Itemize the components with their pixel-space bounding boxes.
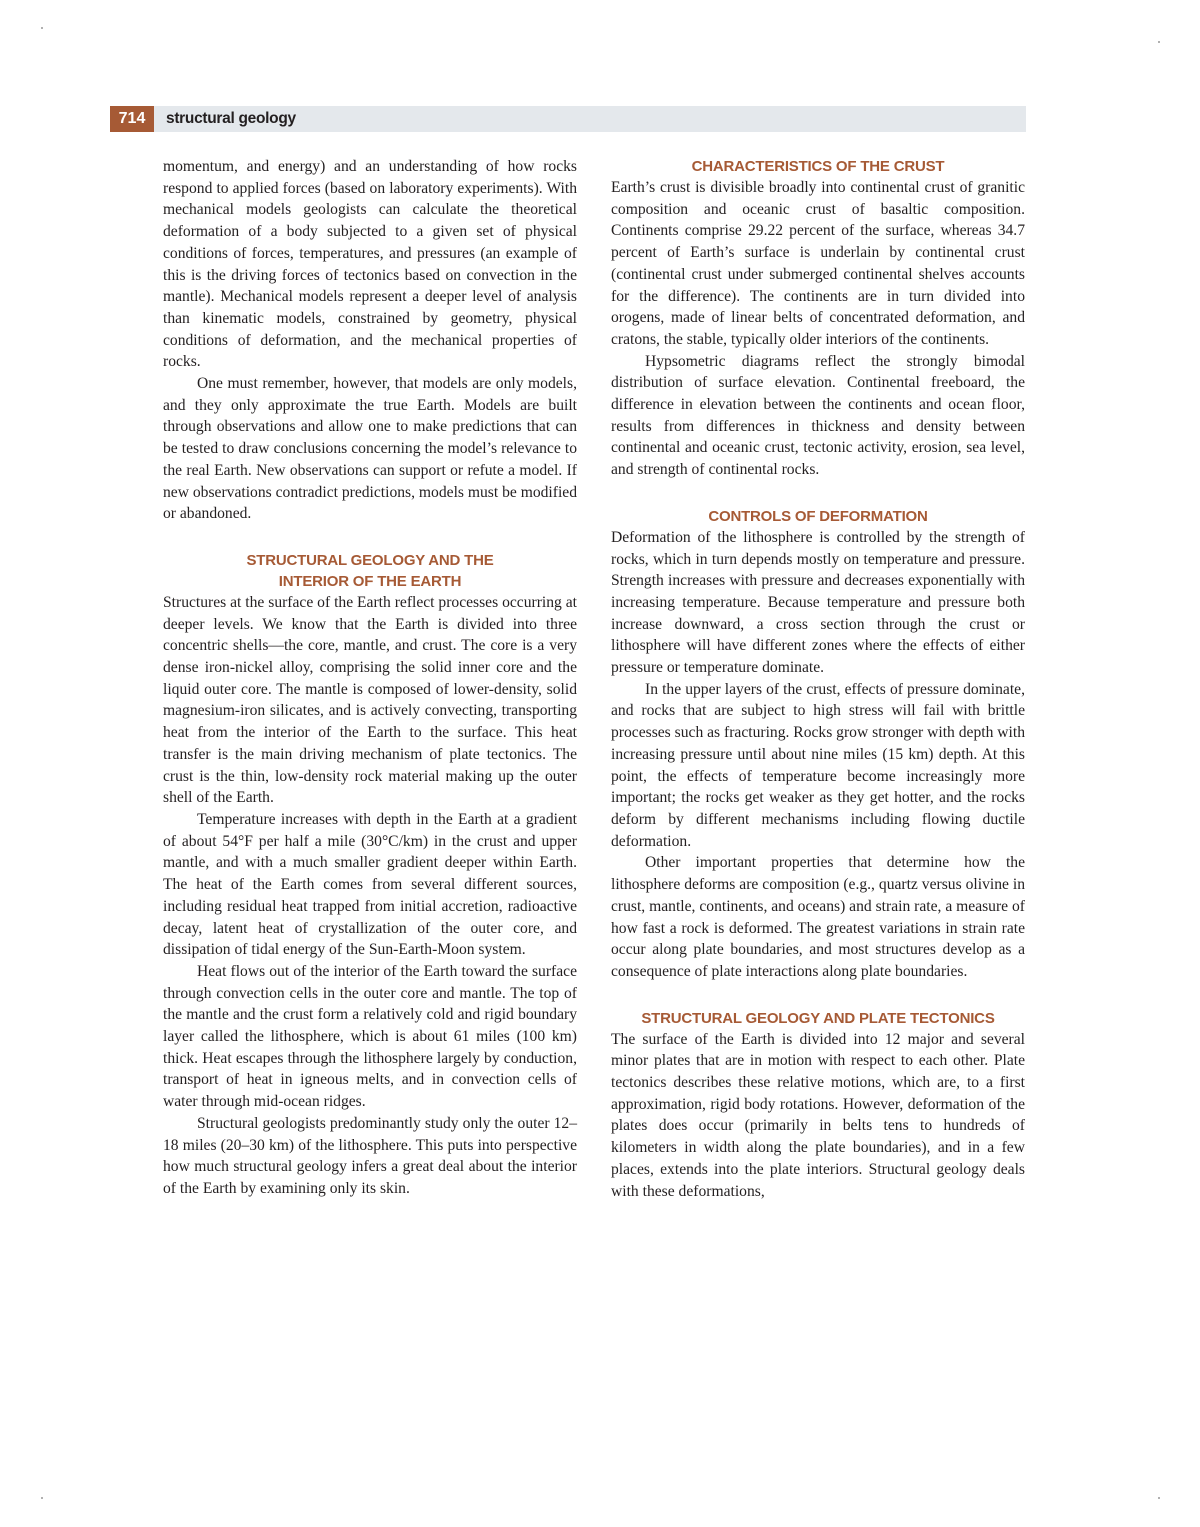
paragraph: The surface of the Earth is divided into 12 major and several minor plates that are in motion with respect to each other. Plate tectonics describes these relative motions, which are, to a first approximation, rigid body rotations. However, deformation of the plates does occur (primarily in belts tens to hundreds of kilometers in width along the plate boundaries), and in a few places, extends into the plate interiors. Structural geology deals with these deformations, (611, 1030, 1025, 1200)
paragraph: momentum, and energy) and an understanding of how rocks respond to applied forces (based on laboratory experiments). With mechanical models geologists can calculate the theoretical deformation of a body subjected to a given set of physical conditions of forces, temperatures, and pressures (an example of this is the driving forces of tectonics based on convection in the mantle). Mechanical models represent a deeper level of analysis than kinematic models, constrained by geometry, physical conditions of deformation, and the mechanical properties of rocks. (163, 158, 577, 371)
crop-mark-top-left (41, 27, 43, 29)
running-head-title: structural geology (166, 110, 296, 127)
crop-mark-top-right (1158, 41, 1160, 43)
paragraph: Temperature increases with depth in the Earth at a gradient of about 54°F per half a mile (30°C/km) in the crust and upper mantle, and with a much smaller gradient deeper within Earth. The heat of the Earth comes from several different sources, including residual heat trapped from initial accretion, radioactive decay, latent heat of crystallization of the outer core, and dissipation of tidal energy of the Sun-Earth-Moon system. (163, 810, 577, 959)
running-header (110, 106, 1026, 132)
section-heading: CONTROLS OF DEFORMATION (708, 507, 928, 525)
section-heading-line: STRUCTURAL GEOLOGY AND THE (246, 551, 494, 569)
section-heading: CHARACTERISTICS OF THE CRUST (691, 158, 945, 175)
page-number: 714 (110, 106, 154, 132)
crop-mark-bottom-right (1158, 1497, 1160, 1499)
right-column (611, 156, 1025, 1202)
section-heading (163, 550, 577, 592)
left-column (163, 156, 577, 1200)
paragraph: Hypsometric diagrams reflect the strongly bimodal distribution of surface elevation. Continental freeboard, the difference in elevation between the continents and ocean floor, results from differences in thickness and density between continental and oceanic crust, tectonic activity, erosion, sea level, and strength of continental rocks. (611, 352, 1025, 479)
section-heading-line: INTERIOR OF THE EARTH (278, 572, 462, 590)
crop-mark-bottom-left (41, 1497, 43, 1499)
paragraph: One must remember, however, that models are only models, and they only approximate the true Earth. Models are built through observations and allow one to make predictions that can be tested to draw conclusions concerning the model’s relevance to the real Earth. New observations can support or refute a model. If new observations contradict predictions, models must be modified or abandoned. (163, 375, 578, 523)
paragraph: Other important properties that determine how the lithosphere deforms are composition (e.g., quartz versus olivine in crust, mantle, continents, and oceans) and strain rate, a measure of how fast a rock is deformed. The greatest variations in strain rate occur along plate boundaries, and most structures develop as a consequence of plate interactions along plate boundaries. (611, 854, 1025, 980)
paragraph: Structural geologists predominantly study only the outer 12–18 miles (20–30 km) of the lithosphere. This puts into perspective how much structural geology infers a great deal about the interior of the Earth by examining only its skin. (163, 1114, 577, 1197)
paragraph: Deformation of the lithosphere is controlled by the strength of rocks, which in turn depends mostly on temperature and pressure. Strength increases with pressure and decreases exponentially with increasing temperature. Because temperature and pressure both increase downward, a cross section through the crust or lithosphere will have different zones where the effects of either pressure or temperature dominate. (611, 528, 1025, 677)
paragraph: In the upper layers of the crust, effects of pressure dominate, and rocks that are subject to high stress will fail with brittle processes such as fracturing. Rocks grow stronger with depth with increasing pressure until about nine miles (15 km) depth. At this point, the effects of temperature become increasingly more important; the rocks get weaker as they get hotter, and the rocks deform by different mechanisms including flowing ductile deformation. (611, 680, 1026, 850)
paragraph: Earth’s crust is divisible broadly into continental crust of granitic composition and oceanic crust of basaltic composition. Continents comprise 29.22 percent of the surface, whereas 34.7 percent of Earth’s surface is underlain by continental crust (continental crust under submerged continental shelves accounts for the difference). The continents are in turn divided into orogens, made of linear belts of concentrated deformation, and cratons, the stable, typically older interiors of the continents. (611, 179, 1025, 348)
paragraph: Structures at the surface of the Earth reflect processes occurring at deeper levels. We know that the Earth is divided into three concentric shells—the core, mantle, and crust. The core is a very dense iron-nickel alloy, comprising the solid inner core and the liquid outer core. The mantle is composed of lower-density, solid magnesium-iron silicates, and is actively convecting, transporting heat from the interior of the Earth to the surface. This heat transfer is the main driving mechanism of plate tectonics. The crust is the thin, low-density rock material making up the outer shell of the Earth. (163, 593, 577, 807)
paragraph: Heat flows out of the interior of the Earth toward the surface through convection cells in the outer core and mantle. The top of the mantle and the crust form a relatively cold and rigid boundary layer called the lithosphere, which is about 61 miles (100 km) thick. Heat escapes through the lithosphere largely by conduction, transport of heat in igneous melts, and in convection cells of water through mid-ocean ridges. (163, 962, 577, 1111)
section-heading: STRUCTURAL GEOLOGY AND PLATE TECTONICS (641, 1009, 995, 1027)
